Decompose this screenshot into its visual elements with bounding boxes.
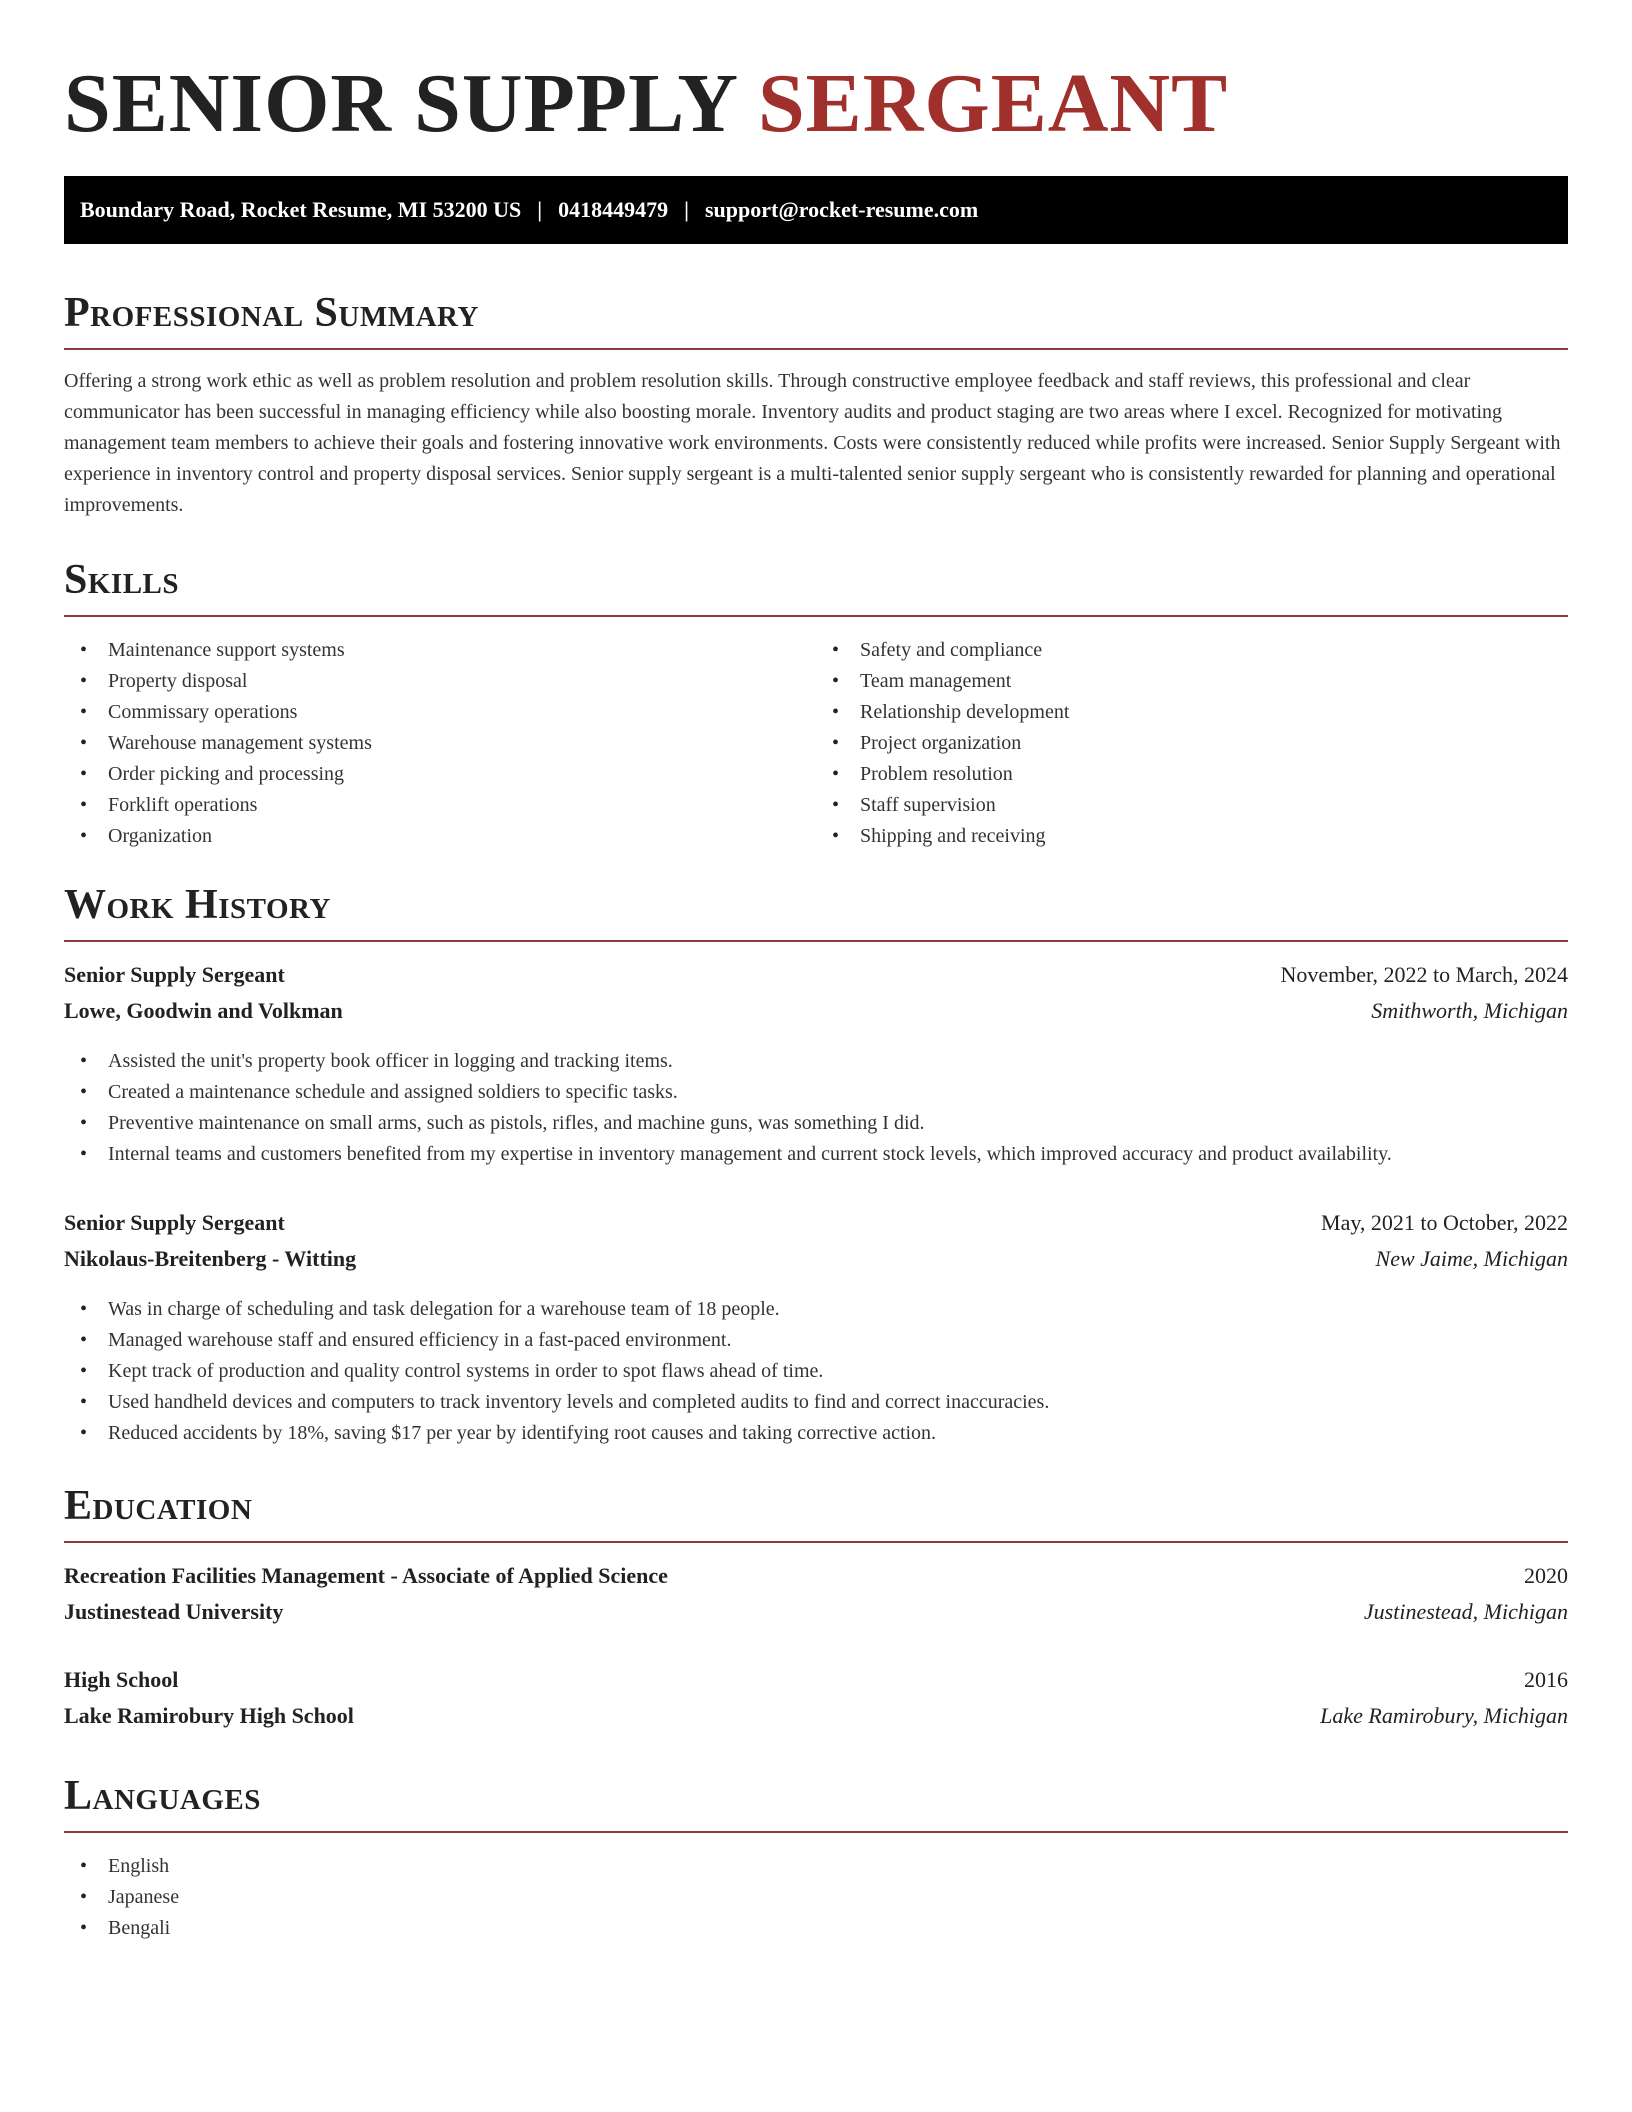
skill-item: • Forklift operations (64, 790, 816, 821)
skill-item: • Property disposal (64, 666, 816, 697)
section-divider (64, 615, 1568, 617)
skills-list-left (64, 635, 816, 852)
section-divider (64, 1541, 1568, 1543)
summary-section (64, 288, 1568, 521)
job-location: New Jaime, Michigan (1375, 1246, 1568, 1271)
skill-item: • Team management (816, 666, 1568, 697)
education-heading: Education (64, 1483, 253, 1529)
skill-item: • Warehouse management systems (64, 728, 816, 759)
education-degree: Recreation Facilities Management - Associate of Applied Science (64, 1563, 668, 1588)
education-school-row (64, 1703, 1568, 1739)
job-bullets (64, 1294, 1568, 1449)
summary-heading: Professional Summary (64, 290, 479, 336)
education-year: 2020 (1524, 1563, 1568, 1588)
candidate-name (64, 54, 1568, 154)
language-item: • Japanese (64, 1882, 1568, 1913)
skill-item: • Commissary operations (64, 697, 816, 728)
summary-text: Offering a strong work ethic as well as problem resolution and problem resolution skills. Through constructive employee feedback and staff reviews, this professional and clear communicator has been successful in managing efficiency while also boosting morale. Inventory audits and product staging are two areas where I excel. Recognized for motivating management team members to achieve their goals and fostering innovative work environments. Costs were consistently reduced while profits were increased. Senior Supply Sergeant with experience in inventory control and property disposal services. Senior supply sergeant is a multi-talented senior supply sergeant who is consistently rewarded for planning and operational improvements. (64, 370, 1561, 516)
skill-item: • Problem resolution (816, 759, 1568, 790)
education-section (64, 1481, 1568, 1739)
work-history-heading: Work History (64, 882, 331, 928)
skills-grid (64, 635, 1568, 852)
contact-email: support@rocket-resume.com (704, 197, 979, 222)
contact-bar (64, 176, 1568, 244)
name-last: SERGEANT (757, 57, 1229, 150)
skill-item: • Relationship development (816, 697, 1568, 728)
job-entry (64, 1210, 1568, 1449)
job-company: Nikolaus-Breitenberg - Witting (64, 1246, 357, 1271)
work-history-section (64, 880, 1568, 1449)
resume-header (64, 0, 1568, 176)
education-school: Lake Ramirobury High School (64, 1703, 354, 1728)
contact-separator: | (537, 197, 543, 222)
section-divider (64, 348, 1568, 350)
job-dates: May, 2021 to October, 2022 (1321, 1210, 1568, 1235)
name-first: SENIOR SUPPLY (64, 57, 736, 150)
skills-heading: Skills (64, 557, 180, 603)
job-bullet: • Managed warehouse staff and ensured efficiency in a fast-paced environment. (64, 1325, 1568, 1356)
education-degree-row (64, 1667, 1568, 1703)
job-bullet: • Was in charge of scheduling and task delegation for a warehouse team of 18 people. (64, 1294, 1568, 1325)
languages-list (64, 1851, 1568, 1944)
skills-section (64, 555, 1568, 852)
languages-section (64, 1771, 1568, 1944)
education-degree-row (64, 1563, 1568, 1599)
skill-item: • Order picking and processing (64, 759, 816, 790)
section-divider (64, 1831, 1568, 1833)
job-bullets (64, 1046, 1568, 1170)
job-title: Senior Supply Sergeant (64, 1210, 285, 1235)
job-title: Senior Supply Sergeant (64, 962, 285, 987)
education-degree: High School (64, 1667, 179, 1692)
education-year: 2016 (1524, 1667, 1568, 1692)
education-location: Lake Ramirobury, Michigan (1320, 1703, 1568, 1728)
language-item: • English (64, 1851, 1568, 1882)
education-school-row (64, 1599, 1568, 1635)
job-bullet: • Created a maintenance schedule and assigned soldiers to specific tasks. (64, 1077, 1568, 1108)
job-header-row (64, 1210, 1568, 1246)
skills-list-right (816, 635, 1568, 852)
skill-item: • Shipping and receiving (816, 821, 1568, 852)
job-company-row (64, 1246, 1568, 1282)
languages-heading: Languages (64, 1773, 261, 1819)
job-company-row (64, 998, 1568, 1034)
job-entry (64, 962, 1568, 1170)
contact-separator: | (684, 197, 689, 222)
job-location: Smithworth, Michigan (1371, 998, 1568, 1023)
section-divider (64, 940, 1568, 942)
language-item: • Bengali (64, 1913, 1568, 1944)
contact-address: Boundary Road, Rocket Resume, MI 53200 US (80, 197, 522, 222)
job-bullet: • Reduced accidents by 18%, saving $17 per year by identifying root causes and taking corrective action. (64, 1418, 1568, 1449)
education-entry (64, 1667, 1568, 1739)
job-bullet: • Kept track of production and quality control systems in order to spot flaws ahead of time. (64, 1356, 1568, 1387)
education-location: Justinestead, Michigan (1363, 1599, 1568, 1624)
job-bullet: • Used handheld devices and computers to track inventory levels and completed audits to find and correct inaccuracies. (64, 1387, 1568, 1418)
skill-item: • Safety and compliance (816, 635, 1568, 666)
education-school: Justinestead University (64, 1599, 284, 1624)
contact-phone: 0418449479 (558, 197, 669, 222)
education-entry (64, 1563, 1568, 1635)
job-company: Lowe, Goodwin and Volkman (64, 998, 343, 1023)
job-header-row (64, 962, 1568, 998)
skill-item: • Maintenance support systems (64, 635, 816, 666)
job-bullet: • Assisted the unit's property book officer in logging and tracking items. (64, 1046, 1568, 1077)
skill-item: • Staff supervision (816, 790, 1568, 821)
skill-item: • Project organization (816, 728, 1568, 759)
job-dates: November, 2022 to March, 2024 (1280, 962, 1568, 987)
job-bullet: • Preventive maintenance on small arms, such as pistols, rifles, and machine guns, was something I did. (64, 1108, 1568, 1139)
job-bullet: • Internal teams and customers benefited from my expertise in inventory management and current stock levels, which improved accuracy and product availability. (64, 1139, 1568, 1170)
skill-item: • Organization (64, 821, 816, 852)
